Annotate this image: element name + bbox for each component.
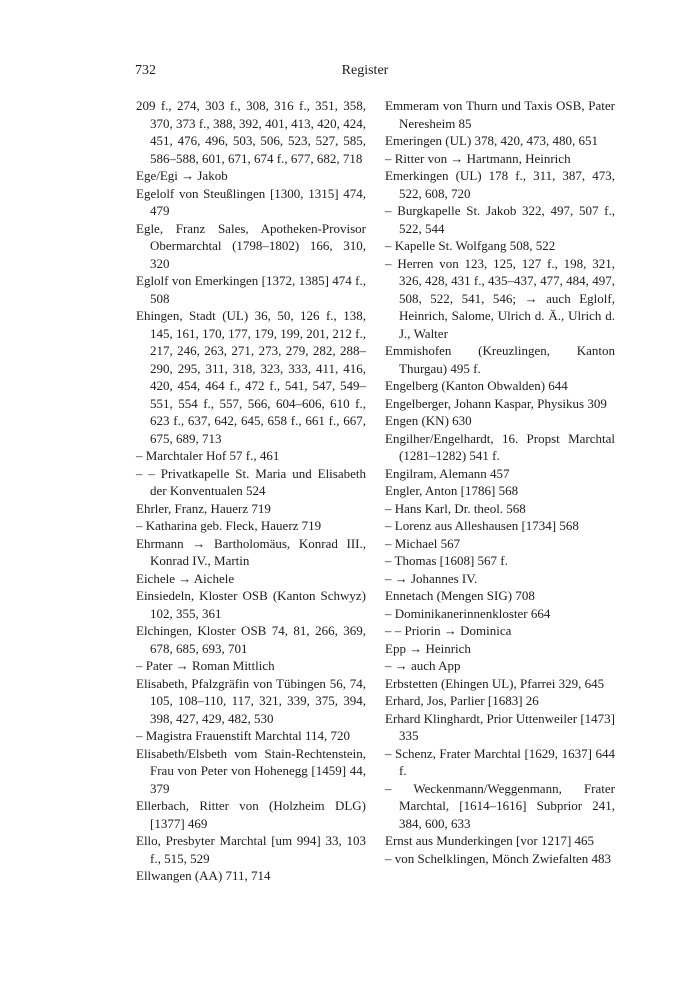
index-entry: Ehrler, Franz, Hauerz 719 [136,500,271,516]
index-entry: – Dominikanerinnenkloster 664 [385,605,551,621]
index-entry: Ennetach (Mengen SIG) 708 [385,588,535,603]
index-entry: – Marchtaler Hof 57 f., 461 [136,448,280,463]
index-entry: Engilher/Engelhardt, 16. Propst Marchtal (1281–1282) 541 f. [385,430,615,463]
index-entry: Erhard, Jos, Parlier [1683] 26 [385,693,539,708]
index-entry: Engelberger, Johann Kaspar, Physikus 309 [385,395,607,411]
index-entry: Egelolf von Steußlingen [1300, 1315] 474, 479 [136,185,366,218]
index-entry: – → Johannes IV. [385,570,478,586]
index-entry: – Kapelle St. Wolfgang 508, 522 [385,238,556,253]
index-entry: Elisabeth/Elsbeth vom Stain-Rechtenstein, Frau von Peter von Hohenegg [1459] 44, 379 [136,745,366,796]
index-entry: – – Privatkapelle St. Maria und Elisabeth der Konventualen 524 [136,465,366,498]
index-entry: – Herren von 123, 125, 127 f., 198, 321, 326, 428, 431 f., 435–437, 477, 484, 497, 508, 522, 541, 546; → auch Eglolf, Heinrich, Salome, Ulrich d. Ä., Ulrich d. J., Walter [385,255,615,341]
index-entry: – Lorenz aus Alleshausen [1734] 568 [385,518,579,533]
index-entry: – Thomas [1608] 567 f. [385,553,508,568]
index-entry: Emeringen (UL) 378, 420, 473, 480, 651 [385,133,599,148]
index-entry: – Weckenmann/Weggenmann, Frater Marchtal, [1614–1616] Subprior 241, 384, 600, 633 [385,780,615,831]
index-entry: Ello, Presbyter Marchtal [um 994] 33, 103 f., 515, 529 [136,833,366,866]
index-entry: Eichele → Aichele [136,570,235,586]
index-entry: 209 f., 274, 303 f., 308, 316 f., 351, 358, 370, 373 f., 388, 392, 401, 413, 420, 424, 451, 476, 496, 503, 506, 523, 527, 585, 586–588, 601, 671, 674 f., 677, 682, 718 [136,98,366,166]
index-entry: Ehrmann → Bartholomäus, Konrad III., Konrad IV., Martin [136,535,366,568]
index-entry: Einsiedeln, Kloster OSB (Kanton Schwyz) 102, 355, 361 [136,588,366,621]
index-entry: – Ritter von → Hartmann, Heinrich [385,150,571,166]
index-entry: Elisabeth, Pfalzgräfin von Tübingen 56, 74, 105, 108–110, 117, 321, 339, 375, 394, 398, 427, 429, 482, 530 [136,675,366,726]
index-entry: Engler, Anton [1786] 568 [385,483,519,498]
index-entry: Emmishofen (Kreuzlingen, Kanton Thurgau) 495 f. [385,343,615,376]
running-title: Register [341,63,389,78]
index-entry: Epp → Heinrich [385,640,471,656]
index-entry: Erhard Klinghardt, Prior Uttenweiler [1473] 335 [385,710,615,743]
page-header [135,63,595,81]
index-entry: – – Priorin → Dominica [385,623,512,638]
index-entry: Ehingen, Stadt (UL) 36, 50, 126 f., 138, 145, 161, 170, 177, 179, 199, 201, 212 f., 217, 246, 263, 271, 273, 279, 282, 288–290, 295, 311, 318, 323, 333, 411, 416, 420, 454, 464 f., 472 f., 541, 547, 549–551, 554 f., 557, 566, 604–606, 610 f., 623 f., 637, 642, 645, 658 f., 661 f., 667, 675, 689, 713 [136,308,366,446]
index-entry: – von Schelklingen, Mönch Zwiefalten 483 [385,850,612,866]
index-entry: – Schenz, Frater Marchtal [1629, 1637] 644 f. [385,745,615,778]
index-entry: – Hans Karl, Dr. theol. 568 [385,500,526,516]
index-entry: – Burgkapelle St. Jakob 322, 497, 507 f., 522, 544 [385,203,615,236]
page-number: 732 [135,63,156,78]
index-entry: Elchingen, Kloster OSB 74, 81, 266, 369, 678, 685, 693, 701 [136,623,366,656]
index-entry: Engelberg (Kanton Obwalden) 644 [385,378,568,393]
index-entry: – Katharina geb. Fleck, Hauerz 719 [136,518,322,533]
index-entry: – → auch App [385,658,461,673]
index-entry: Egle, Franz Sales, Apotheken-Provisor Obermarchtal (1798–1802) 166, 310, 320 [136,220,366,271]
index-entry: Ernst aus Munderkingen [vor 1217] 465 [385,833,595,848]
index-entry: – Magistra Frauenstift Marchtal 114, 720 [136,728,350,743]
index-entry: Engen (KN) 630 [385,413,472,428]
index-entry: Ellwangen (AA) 711, 714 [136,868,271,883]
index-entry: Ege/Egi → Jakob [136,168,228,183]
index-entry: Engilram, Alemann 457 [385,465,510,481]
index-entry: – Michael 567 [385,535,461,551]
index-entry: Ellerbach, Ritter von (Holzheim DLG) [1377] 469 [136,798,366,831]
index-entry: Eglolf von Emerkingen [1372, 1385] 474 f., 508 [136,273,366,306]
index-entry: Emmeram von Thurn und Taxis OSB, Pater Neresheim 85 [385,98,615,131]
index-column-left [136,97,366,885]
index-column-right [385,97,615,867]
index-entry: Erbstetten (Ehingen UL), Pfarrei 329, 645 [385,675,605,691]
index-entry: Emerkingen (UL) 178 f., 311, 387, 473, 522, 608, 720 [385,168,615,201]
index-entry: – Pater → Roman Mittlich [136,658,275,673]
